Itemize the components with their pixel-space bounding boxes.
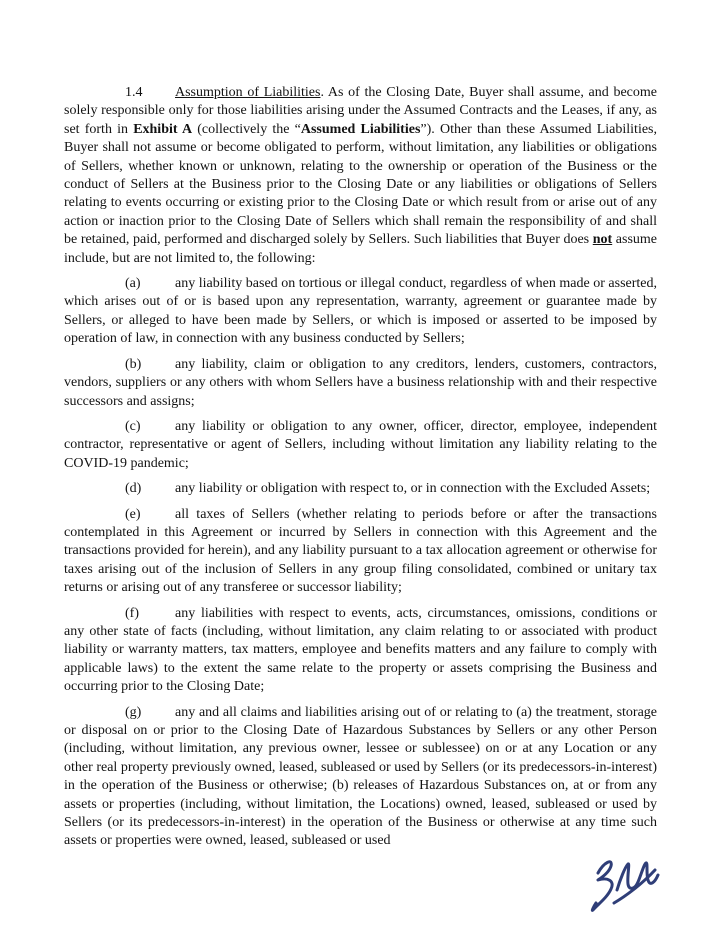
- section-1-4-text: Assumption of Liabilities. As of the Closing Date, Buyer shall assume, and become solely responsible only for those liabilities arising under the Assumed Contracts and the Leases, if any, as set forth in Exhibit A (collectively the “Assumed Liabilities”). Other than these Assumed Liabilities, Buyer shall not assume or become obligated to perform, without limitation, any liabilities or obligations of Sellers, whether known or unknown, relating to the ownership or operation of the Business or the conduct of Sellers at the Business prior to the Closing Date or any liabilities or obligations of Sellers relating to events occurring or existing prior to the Closing Date or which result from or arise out of any action or inaction prior to the Closing Date of Sellers which shall remain the responsibility of and shall be retained, paid, performed and discharged solely by Sellers. Such liabilities that Buyer does not assume include, but are not limited to, the following:: [64, 85, 658, 266]
- subsection-g-paragraph: [64, 704, 657, 851]
- subsection-d-text: any liability or obligation with respect to, or in connection with the Excluded Assets;: [175, 481, 651, 497]
- subsection-g-text: any and all claims and liabilities arising out of or relating to (a) the treatment, storage or disposal on or prior to the Closing Date of Hazardous Substances by Sellers or any other Person (including, without limitation, any previous owner, lessee or sublessee) on or at any Location or any other real property previously owned, leased, subleased or used by Sellers (or its predecessors-in-interest) in the operation of the Business or otherwise; (b) releases of Hazardous Substances on, at or from any assets or properties (including, without limitation, the Locations) owned, leased, subleased or used by Sellers (or its predecessors-in-interest) in the operation of the Business or otherwise at any time such assets or properties were owned, leased, subleased or used: [64, 704, 657, 849]
- subsection-f-text: any liabilities with respect to events, acts, circumstances, omissions, conditions or any other state of facts (including, without limitation, any claim relating to or associated with product liability or warranty matters, tax matters, employee and benefits matters and any failure to comply with applicable laws) to the extent the same relate to the property or assets comprising the Business and occurring prior to the Closing Date;: [64, 605, 657, 695]
- subsection-a-paragraph: [64, 275, 657, 349]
- subsection-c-label: (c): [125, 418, 141, 434]
- section-1-4-paragraph: [64, 84, 657, 268]
- subsection-c-text: any liability or obligation to any owner, officer, director, employee, independent contractor, representative or agent of Sellers, including without limitation any liability relating to the COVID-19 pandemic;: [64, 418, 657, 471]
- subsection-e-paragraph: [64, 506, 657, 598]
- subsection-d-label: (d): [125, 481, 142, 497]
- subsection-a-label: (a): [125, 276, 141, 292]
- subsection-e-label: (e): [125, 506, 141, 522]
- contract-text-block: [64, 84, 657, 858]
- handwritten-initials: [583, 851, 663, 919]
- subsection-d-paragraph: [64, 480, 657, 498]
- subsection-g-label: (g): [125, 704, 142, 720]
- subsection-e-text: all taxes of Sellers (whether relating to periods before or after the transactions contemplated in this Agreement or incurred by Sellers in connection with this Agreement and the transactions provided for herein), and any liability pursuant to a tax allocation agreement or otherwise for taxes arising out of the inclusion of Sellers in any group filing consolidated, combined or unitary tax returns or arising out of any transferee or successor liability;: [64, 506, 657, 596]
- subsection-f-paragraph: [64, 605, 657, 697]
- subsection-a-text: any liability based on tortious or illegal conduct, regardless of when made or asserted, which arises out of or is based upon any representation, warranty, agreement or guarantee made by Sellers, or alleged to have been made by Sellers, or which is imposed or asserted to be imposed by operation of law, in connection with any business conducted by Sellers;: [64, 276, 657, 347]
- subsection-c-paragraph: [64, 418, 657, 473]
- subsection-b-text: any liability, claim or obligation to any creditors, lenders, customers, contractors, vendors, suppliers or any others with whom Sellers have a business relationship with and their respective successors and assigns;: [64, 356, 657, 409]
- subsection-b-label: (b): [125, 356, 142, 372]
- subsection-f-label: (f): [125, 605, 139, 621]
- initials-stroke-left: [592, 862, 612, 911]
- section-number: 1.4: [125, 85, 143, 100]
- subsection-b-paragraph: [64, 356, 657, 411]
